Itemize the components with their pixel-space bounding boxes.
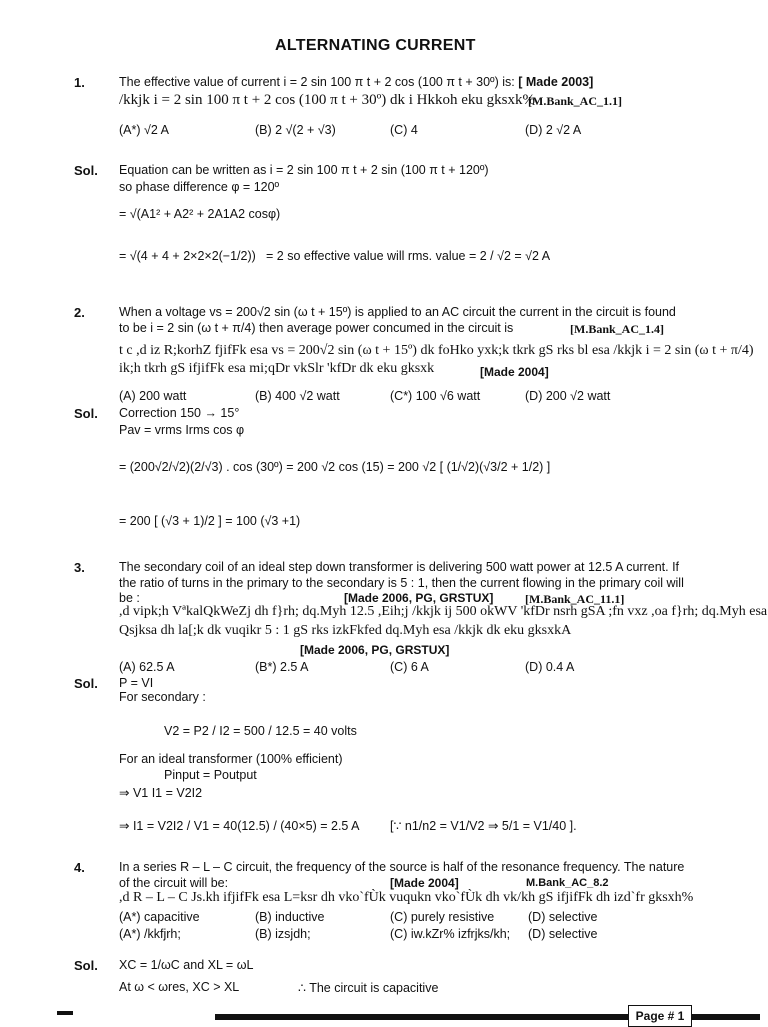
footer-dash bbox=[57, 1011, 73, 1015]
question-3-line-2: the ratio of turns in the primary to the secondary is 5 : 1, then the current flowing in the primary coil will bbox=[119, 576, 684, 590]
solution-1-line-1: Equation can be written as i = 2 sin 100 π t + 2 sin (100 π t + 120º) bbox=[119, 163, 489, 177]
question-3-ref: [M.Bank_AC_11.1] bbox=[525, 592, 625, 606]
question-2-made-tag: [Made 2004] bbox=[480, 365, 549, 379]
solution-2-equation-1: = (200√2/√2)(2/√3) . cos (30º) = 200 √2 cos (15) = 200 √2 [ (1/√2)(√3/2 + 1/2) ] bbox=[119, 460, 551, 474]
solution-2-equation-2: = 200 [ (√3 + 1)/2 ] = 100 (√3 +1) bbox=[119, 514, 301, 528]
solution-3-line-2: For secondary : bbox=[119, 690, 206, 704]
q1-option-a: (A*) √2 A bbox=[119, 123, 169, 137]
q2-option-b: (B) 400 √2 watt bbox=[255, 389, 340, 403]
question-4-line-2: of the circuit will be: bbox=[119, 876, 229, 890]
solution-3-equation-2: ⇒ I1 = V2I2 / V1 = 40(12.5) / (40×5) = 2.5 A bbox=[119, 819, 360, 833]
q2-option-a: (A) 200 watt bbox=[119, 389, 187, 403]
question-4-ref: M.Bank_AC_8.2 bbox=[526, 877, 609, 889]
page-title: ALTERNATING CURRENT bbox=[275, 37, 476, 54]
q4-option-a: (A*) capacitive bbox=[119, 910, 200, 924]
question-4-hindi: ,d R – L – C Js.kh ifjifFk esa L=ksr dh vko`fÙk vuqukn vko`fÙk dh vk/kh gS ifjifFk dh izd`fr gksxh% bbox=[119, 890, 694, 905]
solution-4-line-3: ∴ The circuit is capacitive bbox=[298, 981, 439, 995]
q4-option-b-hindi: (B) izsjdh; bbox=[255, 927, 311, 941]
question-3-hindi-2: Qsjksa dh la[;k dk vuqikr 5 : 1 gS rks izkFkfed dq.Myh esa /kkjk dk eku gksxkA bbox=[119, 623, 572, 638]
question-2-line-1: When a voltage vs = 200√2 sin (ω t + 15º) is applied to an AC circuit the current in the circuit is found bbox=[119, 305, 676, 319]
solution-4-line-2: At ω < ωres, XC > XL bbox=[119, 980, 240, 994]
question-1-ref: [M.Bank_AC_1.1] bbox=[528, 94, 623, 108]
solution-label-4: Sol. bbox=[74, 958, 98, 973]
question-1-made-tag: [ Made 2003] bbox=[518, 75, 594, 89]
q2-option-d: (D) 200 √2 watt bbox=[525, 389, 611, 403]
question-1-text bbox=[119, 75, 593, 89]
solution-1-equation-1: = √(A1² + A2² + 2A1A2 cosφ) bbox=[119, 207, 281, 221]
question-2-hindi-1: t c ,d iz R;korhZ fjifFk esa vs = 200√2 sin (ω t + 15º) dk foHko yxk;k tkrk gS rks bl esa /kkjk i = 2 sin (ω t + π/4) bbox=[119, 343, 754, 358]
solution-3-line-4: Pinput = Poutput bbox=[164, 768, 257, 782]
q4-option-d: (D) selective bbox=[528, 910, 598, 924]
question-2-hindi-2: ik;h tkrh gS ifjifFk esa mi;qDr vkSlr 'kfDr dk eku gksxk bbox=[119, 361, 435, 376]
question-3-line-1: The secondary coil of an ideal step down transformer is delivering 500 watt power at 12.5 A current. If bbox=[119, 560, 680, 574]
question-3-line-3: be : bbox=[119, 591, 140, 605]
question-2-line-2: to be i = 2 sin (ω t + π/4) then average power concumed in the circuit is bbox=[119, 321, 514, 335]
question-3-made-tag-2: [Made 2006, PG, GRSTUX] bbox=[300, 643, 450, 657]
question-number-3: 3. bbox=[74, 560, 85, 575]
solution-3-line-5: ⇒ V1 I1 = V2I2 bbox=[119, 786, 203, 800]
question-number-1: 1. bbox=[74, 75, 85, 90]
q1-option-c: (C) 4 bbox=[390, 123, 418, 137]
q3-option-a: (A) 62.5 A bbox=[119, 660, 175, 674]
solution-3-line-1: P = VI bbox=[119, 676, 154, 690]
question-4-made-tag: [Made 2004] bbox=[390, 876, 459, 890]
q3-option-c: (C) 6 A bbox=[390, 660, 429, 674]
question-3-hindi-1: ,d vipk;h VªkalQkWeZj dh f}rh; dq.Myh 12.5 ,Eih;j /kkjk ij 500 okWV 'kfDr nsrh gSA ;fn vxz ,oa f}rh; dq.Myh esa bbox=[119, 604, 768, 619]
solution-2-line-2: Pav = vrms Irms cos φ bbox=[119, 423, 245, 437]
question-1-line: The effective value of current i = 2 sin 100 π t + 2 cos (100 π t + 30º) is: bbox=[119, 75, 515, 89]
q1-option-b: (B) 2 √(2 + √3) bbox=[255, 123, 336, 137]
solution-1-equation-2a: = √(4 + 4 + 2×2×2(−1/2)) bbox=[119, 249, 256, 263]
solution-3-equation-1: V2 = P2 / I2 = 500 / 12.5 = 40 volts bbox=[164, 724, 357, 738]
q3-option-d: (D) 0.4 A bbox=[525, 660, 575, 674]
page-number: Page # 1 bbox=[628, 1005, 692, 1027]
q4-option-a-hindi: (A*) /kkfjrh; bbox=[119, 927, 181, 941]
solution-1-line-2: so phase difference φ = 120º bbox=[119, 180, 280, 194]
question-number-2: 2. bbox=[74, 305, 85, 320]
solution-label-3: Sol. bbox=[74, 676, 98, 691]
q2-option-c: (C*) 100 √6 watt bbox=[390, 389, 481, 403]
solution-2-line-1: Correction 150 → 15° bbox=[119, 406, 240, 420]
solution-3-equation-3: [∵ n1/n2 = V1/V2 ⇒ 5/1 = V1/40 ]. bbox=[390, 819, 577, 833]
solution-label-2: Sol. bbox=[74, 406, 98, 421]
solution-label-1: Sol. bbox=[74, 163, 98, 178]
question-4-line-1: In a series R – L – C circuit, the frequency of the source is half of the resonance frequency. The nature bbox=[119, 860, 685, 874]
question-2-ref: [M.Bank_AC_1.4] bbox=[570, 322, 665, 336]
solution-1-equation-2b: = 2 so effective value will rms. value = 2 / √2 = √2 A bbox=[266, 249, 551, 263]
q4-option-c: (C) purely resistive bbox=[390, 910, 495, 924]
q4-option-c-hindi: (C) iw.kZr% izfrjks/kh; bbox=[390, 927, 511, 941]
q4-option-d-hindi: (D) selective bbox=[528, 927, 598, 941]
question-1-hindi: /kkjk i = 2 sin 100 π t + 2 cos (100 π t + 30º) dk i Hkkoh eku gksxk% bbox=[119, 92, 535, 108]
solution-3-line-3: For an ideal transformer (100% efficient) bbox=[119, 752, 343, 766]
q4-option-b: (B) inductive bbox=[255, 910, 325, 924]
question-3-made-tag: [Made 2006, PG, GRSTUX] bbox=[344, 591, 494, 605]
q3-option-b: (B*) 2.5 A bbox=[255, 660, 309, 674]
question-number-4: 4. bbox=[74, 860, 85, 875]
q1-option-d: (D) 2 √2 A bbox=[525, 123, 582, 137]
solution-4-line-1: XC = 1/ωC and XL = ωL bbox=[119, 958, 254, 972]
